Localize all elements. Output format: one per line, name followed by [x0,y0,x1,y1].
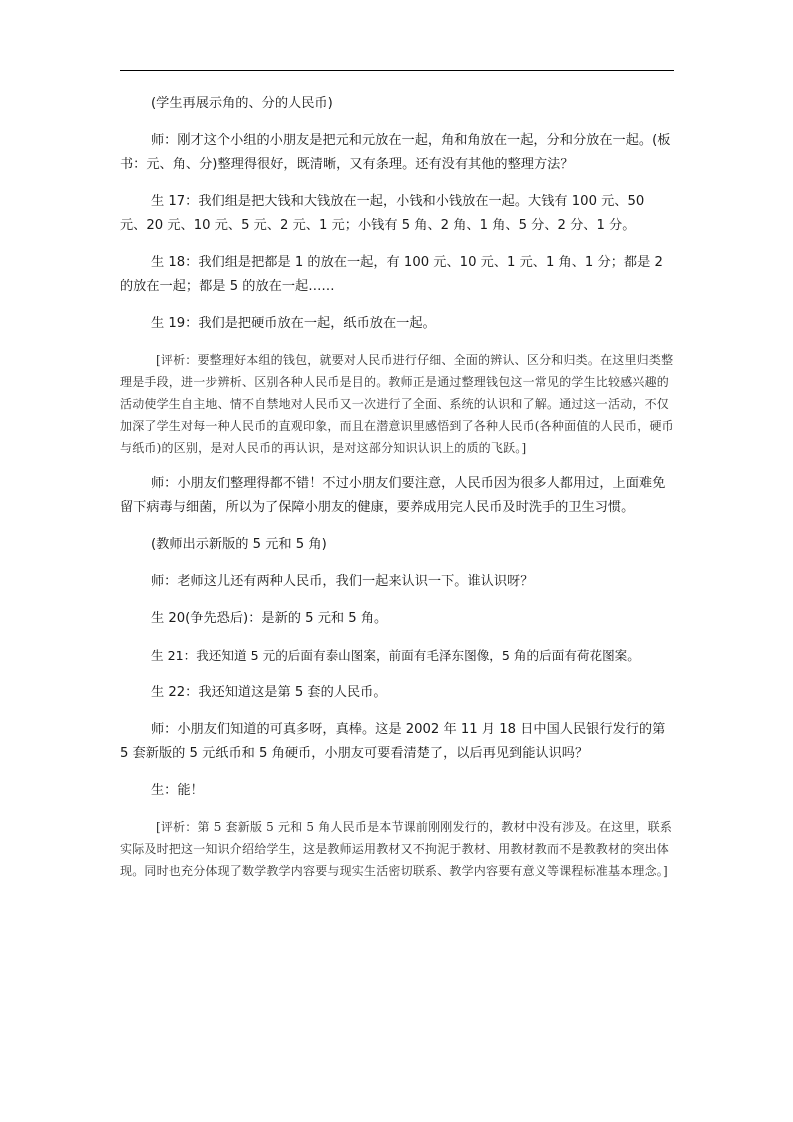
paragraph: 生 21：我还知道 5 元的后面有泰山图案，前面有毛泽东图像，5 角的后面有荷花图案。 [151,648,640,663]
paragraph: 生 17：我们组是把大钱和大钱放在一起，小钱和小钱放在一起。大钱有 100 元、50 元、20 元、10 元、5 元、2 元、1 元；小钱有 5 角、2 角、1 角、5 分、2 分、1 分。 [120,194,645,233]
paragraph: 生 19：我们是把硬币放在一起，纸币放在一起。 [151,316,436,331]
paragraph: 师：刚才这个小组的小朋友是把元和元放在一起，角和角放在一起，分和分放在一起。(板书：元、角、分)整理得很好，既清晰，又有条理。还有没有其他的整理方法？ [120,133,671,172]
paragraph: 生 20(争先恐后)：是新的 5 元和 5 角。 [151,611,388,626]
paragraph: 师：老师这儿还有两种人民币，我们一起来认识一下。谁认识呀？ [151,574,534,589]
paragraph: 生 22：我还知道这是第 5 套的人民币。 [151,685,387,700]
document-body [120,92,674,895]
paragraph: (学生再展示角的、分的人民币) [151,96,333,111]
paragraph: (教师出示新版的 5 元和 5 角) [151,537,327,552]
commentary-block: [评析：要整理好本组的钱包，就要对人民币进行仔细、全面的辨认、区分和归类。在这里归类整理是手段，进一步辨析、区别各种人民币是目的。教师正是通过整理钱包这一常见的学生比较感兴趣的活动使学生自主地、情不自禁地对人民币又一次进行了全面、系统的认识和了解。通过这一活动，不仅加深了学生对每一种人民币的直观印象，而且在潜意识里感悟到了各种人民币(各种面值的人民币，硬币与纸币)的区别，是对人民币的再认识，是对这部分知识认识上的质的飞跃。] [120,353,674,455]
paragraph: 生 18：我们组是把都是 1 的放在一起，有 100 元、10 元、1 元、1 角、1 分；都是 2 的放在一起；都是 5 的放在一起…… [120,255,663,294]
header-rule [120,70,674,71]
commentary-block: [评析：第 5 套新版 5 元和 5 角人民币是本节课前刚刚发行的，教材中没有涉及。在这里，联系实际及时把这一知识介绍给学生，这是教师运用教材又不拘泥于教材、用教材教而不是教教材的突出体现。同时也充分体现了数学教学内容要与现实生活密切联系、教学内容要有意义等课程标准基本理念。] [120,820,673,878]
paragraph: 师：小朋友们整理得都不错！不过小朋友们要注意，人民币因为很多人都用过，上面难免留下病毒与细菌，所以为了保障小朋友的健康，要养成用完人民币及时洗手的卫生习惯。 [120,476,666,515]
paragraph: 师：小朋友们知道的可真多呀，真棒。这是 2002 年 11 月 18 日中国人民银行发行的第 5 套新版的 5 元纸币和 5 角硬币，小朋友可要看清楚了，以后再见到能认识吗？ [120,722,666,761]
paragraph: 生：能！ [151,783,204,798]
